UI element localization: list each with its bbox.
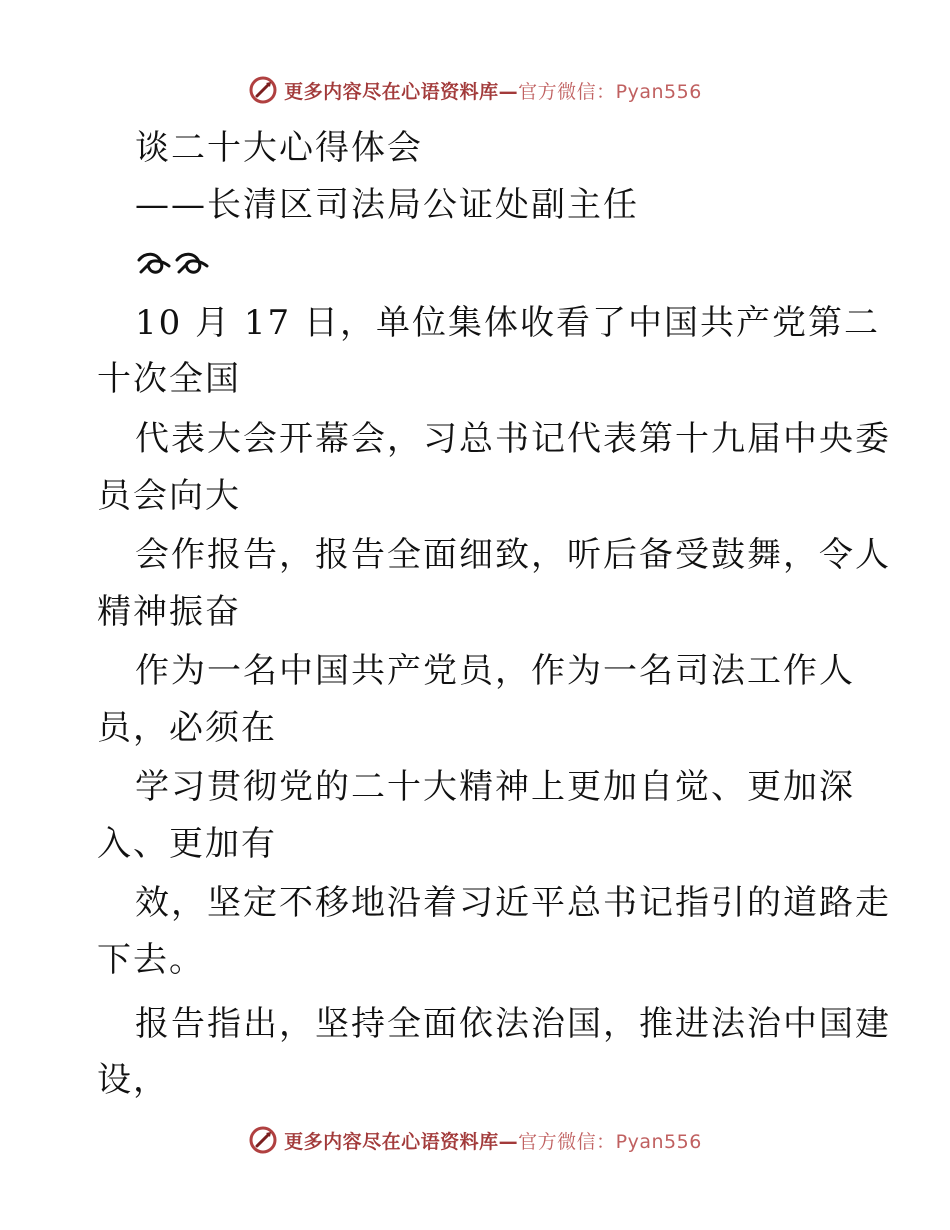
paragraph-line: 员会向大 (97, 476, 241, 516)
banner-main-text: 更多内容尽在心语资料库— (284, 1130, 519, 1153)
document-subtitle: ——长清区司法局公证处副主任 (135, 185, 639, 225)
paragraph-line: 代表大会开幕会，习总书记代表第十九届中央委 (135, 419, 891, 459)
paragraph-line: 十次全国 (97, 359, 241, 399)
paragraph-line: 效，坚定不移地沿着习近平总书记指引的道路走 (135, 883, 891, 923)
paragraph-line: 学习贯彻党的二十大精神上更加自觉、更加深 (135, 767, 855, 807)
banner-content (248, 75, 702, 105)
decorative-flourish-icon (135, 248, 215, 284)
paragraph-line: 精神振奋 (97, 592, 241, 632)
banner-text (284, 77, 702, 104)
pen-logo-icon (248, 75, 278, 105)
document-title: 谈二十大心得体会 (135, 128, 423, 168)
paragraph-line: 设， (97, 1060, 169, 1100)
paragraph-line: 下去。 (97, 940, 205, 980)
banner-wechat-text: 官方微信：Pyan556 (518, 80, 702, 103)
pen-logo-icon (248, 1125, 278, 1155)
paragraph-line: 会作报告，报告全面细致，听后备受鼓舞，令人 (135, 535, 891, 575)
paragraph-line: 10 月 17 日，单位集体收看了中国共产党第二 (135, 303, 880, 343)
banner-text (284, 1127, 702, 1154)
banner-content (248, 1125, 702, 1155)
paragraph-line: 入、更加有 (97, 824, 277, 864)
banner-main-text: 更多内容尽在心语资料库— (284, 80, 519, 103)
paragraph-line: 作为一名中国共产党员，作为一名司法工作人 (135, 651, 855, 691)
footer-banner (0, 1120, 950, 1160)
paragraph-line: 员，必须在 (97, 708, 277, 748)
paragraph-line: 报告指出，坚持全面依法治国，推进法治中国建 (135, 1004, 891, 1044)
banner-wechat-text: 官方微信：Pyan556 (518, 1130, 702, 1153)
header-banner (0, 70, 950, 110)
